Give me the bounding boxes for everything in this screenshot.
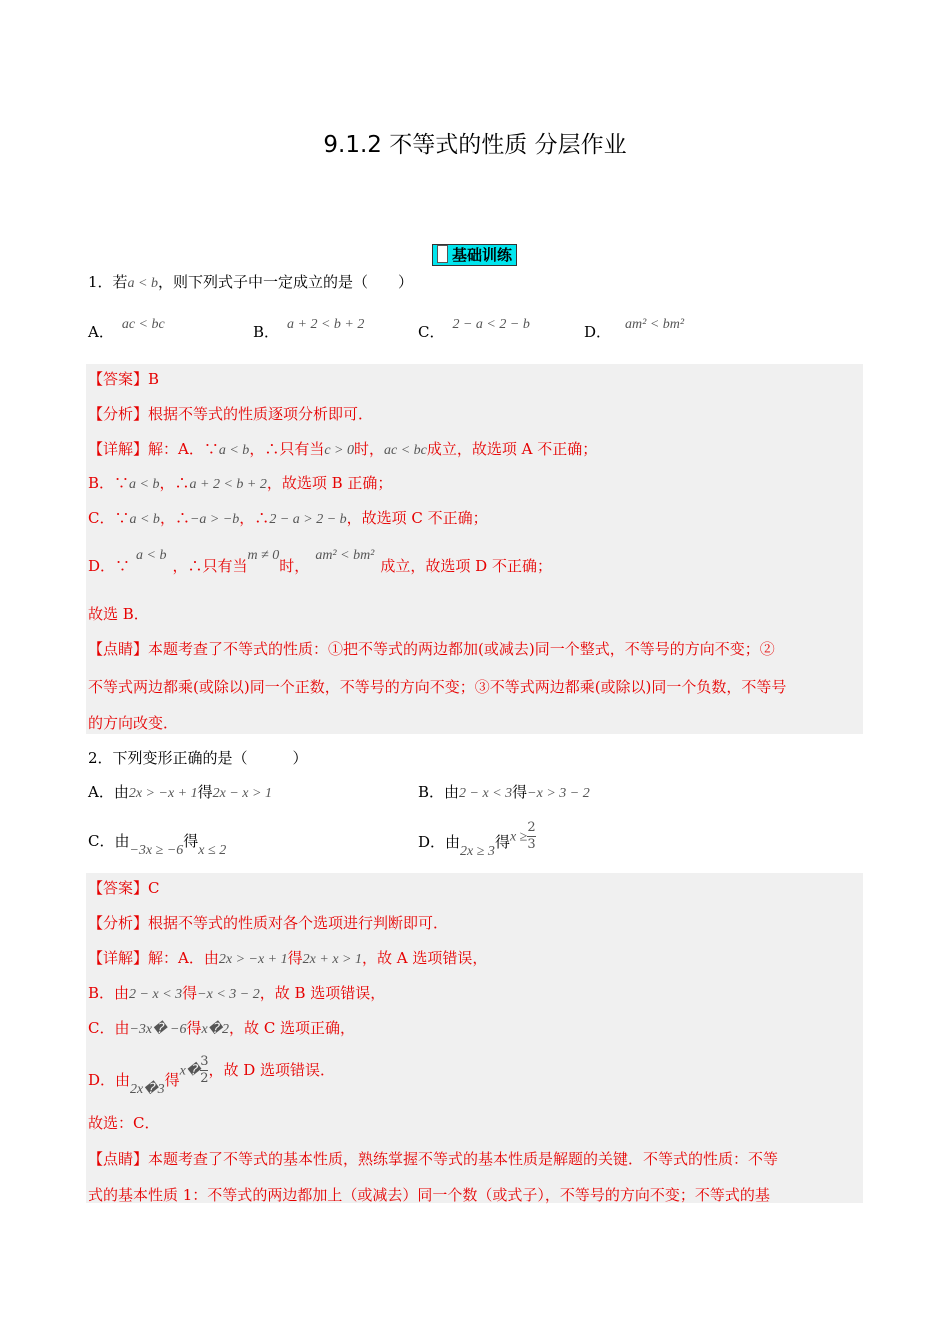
question-1-stem: 1．若a < b，则下列式子中一定成立的是（ ） [88, 273, 414, 291]
q2-analysis: 【分析】根据不等式的性质对各个选项进行判断即可． [88, 914, 449, 932]
q2-option-d: D．由2x ≥ 3得x ≥ $\frac{2}{3}$ [418, 820, 536, 859]
q2-detail-a: 【详解】解：A．由2x > −x + 1得2x + x > 1，故 A 选项错误， [88, 949, 488, 967]
q1-detail-a: 【详解】解：A．∵a < b，∴只有当c > 0时，ac < bc成立，故选项 A 不正确； [88, 440, 598, 458]
q2-detail-d: D．由2x�3得x� $\frac{3}{2}$ ，故 D 选项错误． [88, 1054, 336, 1097]
q1-comment-line-1: 【点睛】本题考查了不等式的性质：①把不等式的两边都加(或减去)同一个整式，不等号的方向不变；② [88, 640, 775, 658]
section-label [432, 244, 517, 266]
q1-detail-d: D．∵a < b，∴只有当m ≠ 0时，am² < bm²成立，故选项 D 不正确； [88, 548, 552, 575]
q2-option-b: B．由2 − x < 3得−x > 3 − 2 [418, 783, 590, 801]
q2-comment-line-2: 式的基本性质 1：不等式的两边都加上（或减去）同一个数（或式子），不等号的方向不变；不等式的基 [88, 1186, 770, 1204]
question-2-stem: 2．下列变形正确的是（ ） [88, 749, 308, 767]
q2-comment-line-1: 【点睛】本题考查了不等式的基本性质，熟练掌握不等式的基本性质是解题的关键．不等式的性质：不等 [88, 1150, 779, 1168]
section-label-text: 基础训练 [452, 246, 513, 264]
q1-detail-b: B．∵a < b，∴a + 2 < b + 2，故选项 B 正确； [88, 474, 393, 492]
q2-conclusion: 故选：C． [88, 1114, 160, 1132]
math-expression: a < b [127, 276, 158, 291]
fraction: $\frac{2}{3}$ [527, 820, 536, 852]
q1-detail-c: C．∵a < b，∴−a > −b，∴2 − a > 2 − b，故选项 C 不正确； [88, 509, 488, 527]
fraction: $\frac{3}{2}$ [200, 1054, 209, 1086]
section-marker [437, 245, 448, 263]
q2-detail-b: B．由2 − x < 3得−x < 3 − 2，故 B 选项错误， [88, 984, 386, 1002]
q1-analysis: 【分析】根据不等式的性质逐项分析即可． [88, 405, 374, 423]
q2-detail-c: C．由−3x� −6得x�2，故 C 选项正确， [88, 1019, 356, 1037]
q1-option-d: D． am² < bm² [584, 317, 685, 341]
q1-option-b: B． a + 2 < b + 2 [253, 317, 365, 341]
page-title: 9.1.2 不等式的性质 分层作业 [323, 132, 627, 158]
q1-comment-line-3: 的方向改变． [88, 714, 179, 732]
q1-comment-line-2: 不等式两边都乘(或除以)同一个正数，不等号的方向不变；③不等式两边都乘(或除以)同一个负数，不等号 [88, 678, 787, 696]
q2-answer: 【答案】C [88, 879, 160, 897]
q1-conclusion: 故选 B． [88, 605, 149, 623]
q2-option-a: A．由2x > −x + 1得2x − x > 1 [88, 783, 272, 801]
q2-option-c: C．由−3x ≥ −6得x ≤ 2 [88, 832, 227, 858]
q1-option-a: A． ac < bc [88, 317, 165, 341]
q1-answer: 【答案】B [88, 370, 160, 388]
q1-option-c: C． 2 − a < 2 − b [418, 317, 530, 341]
